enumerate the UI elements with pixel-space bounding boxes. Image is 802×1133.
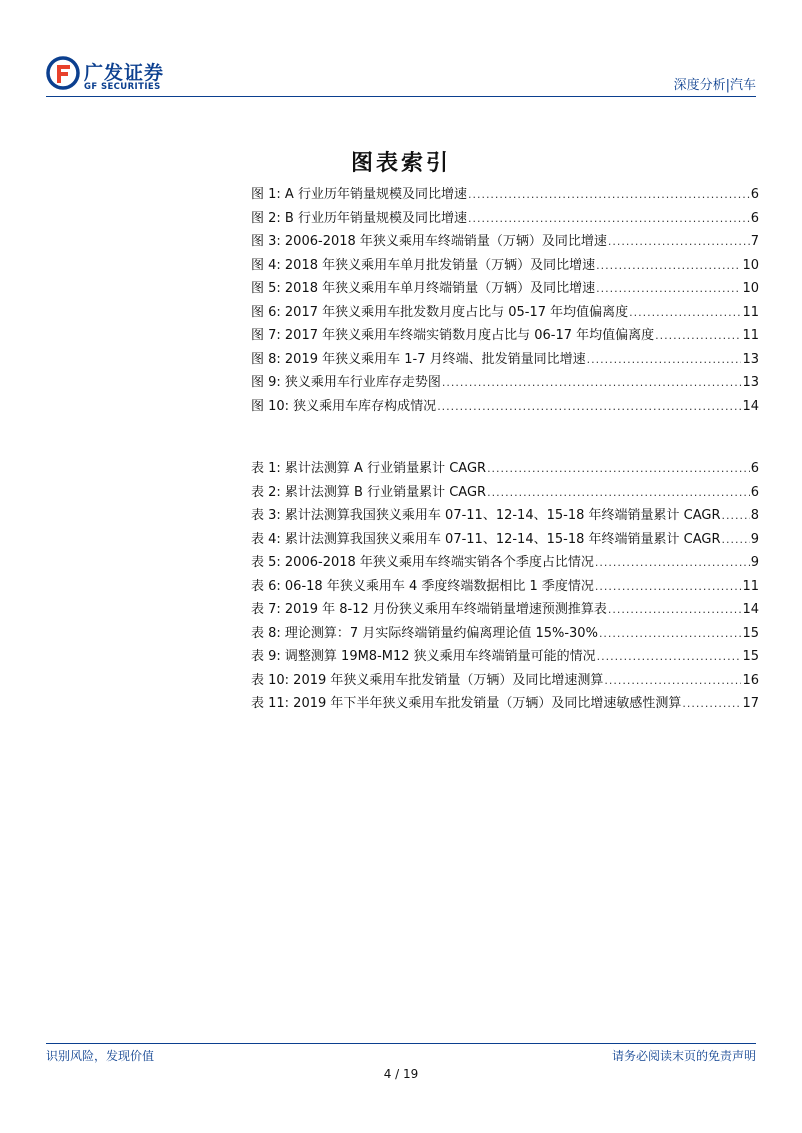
logo-text-cn: 广发证券 <box>84 62 165 84</box>
toc-leader-dots <box>599 627 742 640</box>
toc-leader-dots <box>629 306 741 319</box>
toc-entry-label: 表 5: 2006-2018 年狭义乘用车终端实销各个季度占比情况 <box>251 555 594 570</box>
toc-entry-label: 表 1: 累计法测算 A 行业销量累计 CAGR <box>251 461 487 476</box>
toc-entry-label: 图 8: 2019 年狭义乘用车 1-7 月终端、批发销量同比增速 <box>251 351 586 367</box>
figure-index-entry[interactable] <box>251 183 759 207</box>
toc-leader-dots <box>442 376 742 389</box>
table-index-entry[interactable] <box>251 551 759 575</box>
toc-leader-dots <box>437 400 741 413</box>
table-index-list <box>251 457 759 716</box>
toc-entry-label: 表 7: 2019 年 8-12 月份狭义乘用车终端销量增速预测推算表 <box>251 602 607 617</box>
header-divider <box>46 96 756 97</box>
table-index-entry[interactable] <box>251 528 759 552</box>
toc-entry-page: 6 <box>750 461 759 476</box>
toc-leader-dots <box>596 282 741 295</box>
toc-leader-dots <box>487 462 750 475</box>
toc-entry-page: 6 <box>750 210 759 226</box>
toc-entry-page: 7 <box>750 234 759 249</box>
toc-entry-page: 13 <box>742 351 759 367</box>
figure-index-entry[interactable] <box>251 207 759 231</box>
toc-entry-page: 17 <box>742 696 759 711</box>
figure-index-entry[interactable] <box>251 230 759 254</box>
toc-entry-label: 图 2: B 行业历年销量规模及同比增速 <box>251 210 467 226</box>
toc-entry-label: 表 4: 累计法测算我国狭义乘用车 07-11、12-14、15-18 年终端销量累计 CAGR <box>251 531 721 547</box>
table-index-entry[interactable] <box>251 645 759 669</box>
toc-leader-dots <box>682 697 741 710</box>
toc-entry-label: 表 9: 调整测算 19M8-M12 狭义乘用车终端销量可能的情况 <box>251 649 596 664</box>
footer-slogan: 识别风险，发现价值 <box>46 1049 155 1063</box>
toc-entry-page: 16 <box>742 672 759 688</box>
page-number: 4 / 19 <box>383 1067 419 1081</box>
toc-entry-page: 10 <box>742 281 759 296</box>
toc-leader-dots <box>597 650 742 663</box>
toc-entry-page: 14 <box>742 602 759 617</box>
toc-entry-page: 9 <box>750 531 759 547</box>
table-index-entry[interactable] <box>251 669 759 693</box>
table-index-entry[interactable] <box>251 504 759 528</box>
toc-entry-page: 15 <box>742 649 759 664</box>
figure-index-list <box>251 183 759 418</box>
toc-leader-dots <box>487 486 750 499</box>
toc-entry-label: 表 11: 2019 年下半年狭义乘用车批发销量（万辆）及同比增速敏感性测算 <box>251 696 682 711</box>
toc-entry-label: 表 3: 累计法测算我国狭义乘用车 07-11、12-14、15-18 年终端销量累计 CAGR <box>251 508 721 523</box>
toc-leader-dots <box>596 259 741 272</box>
toc-entry-label: 图 3: 2006-2018 年狭义乘用车终端销量（万辆）及同比增速 <box>251 234 607 249</box>
toc-entry-page: 6 <box>750 187 759 202</box>
table-index-entry[interactable] <box>251 622 759 646</box>
table-index-entry[interactable] <box>251 692 759 716</box>
toc-entry-page: 10 <box>742 257 759 273</box>
figure-index-entry[interactable] <box>251 301 759 325</box>
toc-entry-label: 表 10: 2019 年狭义乘用车批发销量（万辆）及同比增速测算 <box>251 672 604 688</box>
toc-entry-label: 表 2: 累计法测算 B 行业销量累计 CAGR <box>251 484 487 500</box>
figure-index-entry[interactable] <box>251 277 759 301</box>
toc-entry-page: 11 <box>742 304 759 320</box>
toc-entry-label: 表 8: 理论测算：7 月实际终端销量约偏离理论值 15%-30% <box>251 625 598 641</box>
toc-leader-dots <box>595 556 750 569</box>
toc-entry-page: 9 <box>750 555 759 570</box>
toc-leader-dots <box>468 212 750 225</box>
gf-logo-icon <box>46 56 80 90</box>
toc-entry-page: 8 <box>750 508 759 523</box>
toc-entry-label: 图 4: 2018 年狭义乘用车单月批发销量（万辆）及同比增速 <box>251 257 596 273</box>
toc-leader-dots <box>468 188 750 201</box>
table-index-entry[interactable] <box>251 575 759 599</box>
figure-index-entry[interactable] <box>251 348 759 372</box>
toc-leader-dots <box>655 329 741 342</box>
toc-leader-dots <box>722 533 750 546</box>
toc-entry-label: 图 10: 狭义乘用车库存构成情况 <box>251 398 437 414</box>
footer-divider <box>46 1043 756 1044</box>
company-logo <box>46 56 206 96</box>
toc-entry-page: 6 <box>750 484 759 500</box>
logo-text-en: GF SECURITIES <box>84 82 161 92</box>
toc-leader-dots <box>608 235 750 248</box>
toc-entry-label: 表 6: 06-18 年狭义乘用车 4 季度终端数据相比 1 季度情况 <box>251 578 594 594</box>
toc-entry-label: 图 1: A 行业历年销量规模及同比增速 <box>251 187 467 202</box>
toc-leader-dots <box>595 580 742 593</box>
toc-entry-page: 13 <box>742 375 759 390</box>
toc-entry-page: 11 <box>742 578 759 594</box>
figure-index-entry[interactable] <box>251 324 759 348</box>
toc-entry-label: 图 9: 狭义乘用车行业库存走势图 <box>251 375 441 390</box>
toc-entry-page: 14 <box>742 398 759 414</box>
figure-index-entry[interactable] <box>251 254 759 278</box>
toc-title: 图表索引 <box>350 150 451 176</box>
table-index-entry[interactable] <box>251 457 759 481</box>
toc-leader-dots <box>604 674 741 687</box>
toc-leader-dots <box>722 509 750 522</box>
table-index-entry[interactable] <box>251 481 759 505</box>
toc-entry-label: 图 7: 2017 年狭义乘用车终端实销数月度占比与 06-17 年均值偏离度 <box>251 328 655 343</box>
figure-index-entry[interactable] <box>251 371 759 395</box>
figure-index-entry[interactable] <box>251 395 759 419</box>
toc-entry-label: 图 6: 2017 年狭义乘用车批发数月度占比与 05-17 年均值偏离度 <box>251 304 629 320</box>
footer-disclaimer: 请务必阅读末页的免责声明 <box>611 1049 756 1063</box>
table-index-entry[interactable] <box>251 598 759 622</box>
toc-entry-page: 11 <box>742 328 759 343</box>
toc-leader-dots <box>587 353 742 366</box>
report-category: 深度分析|汽车 <box>673 78 756 93</box>
toc-entry-label: 图 5: 2018 年狭义乘用车单月终端销量（万辆）及同比增速 <box>251 281 596 296</box>
toc-entry-page: 15 <box>742 625 759 641</box>
toc-leader-dots <box>608 603 742 616</box>
